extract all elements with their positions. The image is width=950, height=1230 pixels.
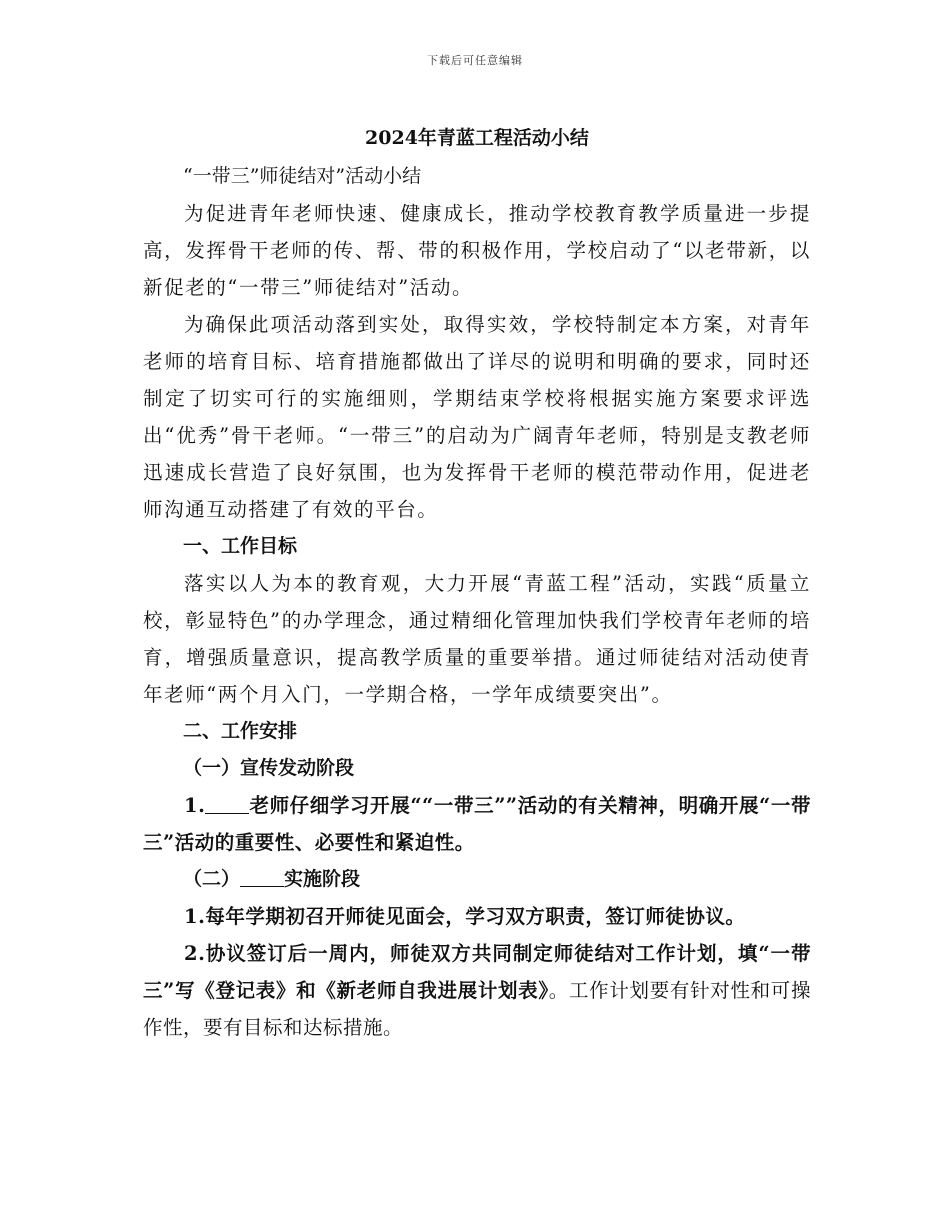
item-agreement-bold: 2.协议签订后一周内，师徒双方共同制定师徒结对工作计划，填“一带三”写《登记表》和《新老师自我进展计划表》 <box>143 942 811 1002</box>
paragraph-intro: 为促进青年老师快速、健康成长，推动学校教育教学质量进一步提高，发挥骨干老师的传、帮、带的积极作用，学校启动了“以老带新，以新促老的“一带三”师徒结对”活动。 <box>143 202 811 299</box>
item-study <box>143 787 811 861</box>
subheading-promotion: （一）宣传发动阶段 <box>183 757 355 779</box>
heading-goals: 一、工作目标 <box>183 535 298 557</box>
item-meeting: 1.每年学期初召开师徒见面会，学习双方职责，签订师徒协议。 <box>184 905 746 928</box>
item-study-text: 老师仔细学习开展““一带三””活动的有关精神，明确开展“一带三”活动的重要性、必要性和紧迫性。 <box>143 794 811 854</box>
subheading-implementation-text: 实施阶段 <box>284 868 361 890</box>
subheading-implementation <box>143 861 811 898</box>
header-note: 下载后可任意编辑 <box>427 54 523 67</box>
subtitle: “一带三”师徒结对”活动小结 <box>183 165 422 187</box>
blank-line <box>205 795 249 814</box>
item-agreement <box>143 935 811 1046</box>
item-agreement-rest: 。工作计划要有针对性和可操作性，要有目标和达标措施。 <box>143 979 811 1039</box>
document-body <box>143 118 811 1046</box>
paragraph-plan: 为确保此项活动落到实处，取得实效，学校特制定本方案，对青年老师的培育目标、培育措施都做出了详尽的说明和明确的要求，同时还制定了切实可行的实施细则，学期结束学校将根据实施方案要求评选出“优秀”骨干老师。“一带三”的启动为广阔青年老师，特别是支教老师迅速成长营造了良好氛围，也为发挥骨干老师的模范带动作用，促进老师沟通互动搭建了有效的平台。 <box>143 313 811 521</box>
paragraph-goals: 落实以人为本的教育观，大力开展“青蓝工程”活动，实践“质量立校，彰显特色”的办学理念，通过精细化管理加快我们学校青年老师的培育，增强质量意识，提高教学质量的重要举措。通过师徒结对活动使青年老师“两个月入门，一学期合格，一学年成绩要突出”。 <box>143 572 811 706</box>
item-study-number: 1. <box>184 794 206 817</box>
blank-line <box>240 868 284 887</box>
subheading-implementation-number: （二） <box>183 868 241 890</box>
heading-arrangement: 二、工作安排 <box>183 720 298 742</box>
page-title: 2024年青蓝工程活动小结 <box>365 127 589 149</box>
